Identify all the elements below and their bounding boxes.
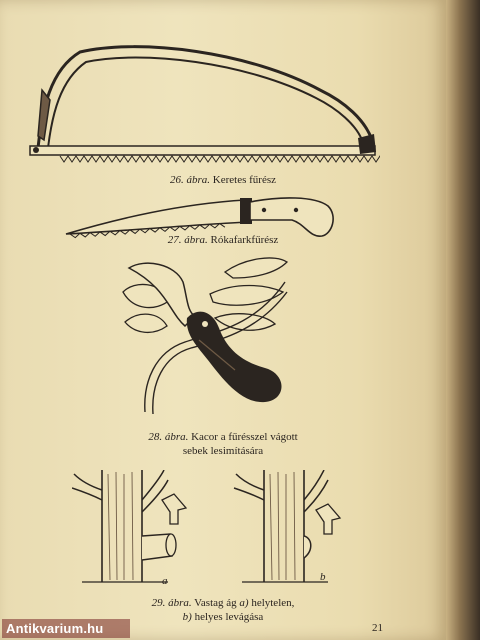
figure-29-text-part3: helyes levágása (191, 611, 264, 623)
figure-29-text-part2: helytelen, (248, 597, 295, 609)
branch-cut-incorrect-illustration (72, 470, 187, 588)
bow-saw-illustration (20, 40, 380, 170)
figure-27-text: Rókafarkfűrész (207, 234, 279, 246)
figure-28-number: 28. ábra. (148, 431, 189, 443)
page-number: 21 (372, 622, 383, 634)
branch-cut-correct-illustration (232, 470, 347, 588)
figure-29-number: 29. ábra. (151, 597, 192, 609)
figure-29-option-b: b) (182, 611, 192, 623)
figure-29-option-a: a) (239, 597, 249, 609)
watermark-label: Antikvarium.hu (2, 619, 130, 638)
figure-26-caption (0, 173, 446, 187)
book-gutter (446, 0, 480, 640)
figure-29-label-b: b (320, 571, 326, 583)
figure-26-number: 26. ábra. (170, 174, 211, 186)
figure-28-caption (0, 430, 446, 458)
figure-29-text-part1: Vastag ág (191, 597, 240, 609)
figure-26-text: Keretes fűrész (210, 174, 276, 186)
figure-27-number: 27. ábra. (167, 234, 208, 246)
figure-28-text-line1: Kacor a fűrésszel vágott (188, 431, 298, 443)
figure-27-caption (0, 233, 446, 247)
figure-28-text-line2: sebek lesimítására (182, 445, 264, 457)
pruning-knife-illustration (115, 252, 300, 422)
figure-29-label-a: a (162, 575, 168, 587)
